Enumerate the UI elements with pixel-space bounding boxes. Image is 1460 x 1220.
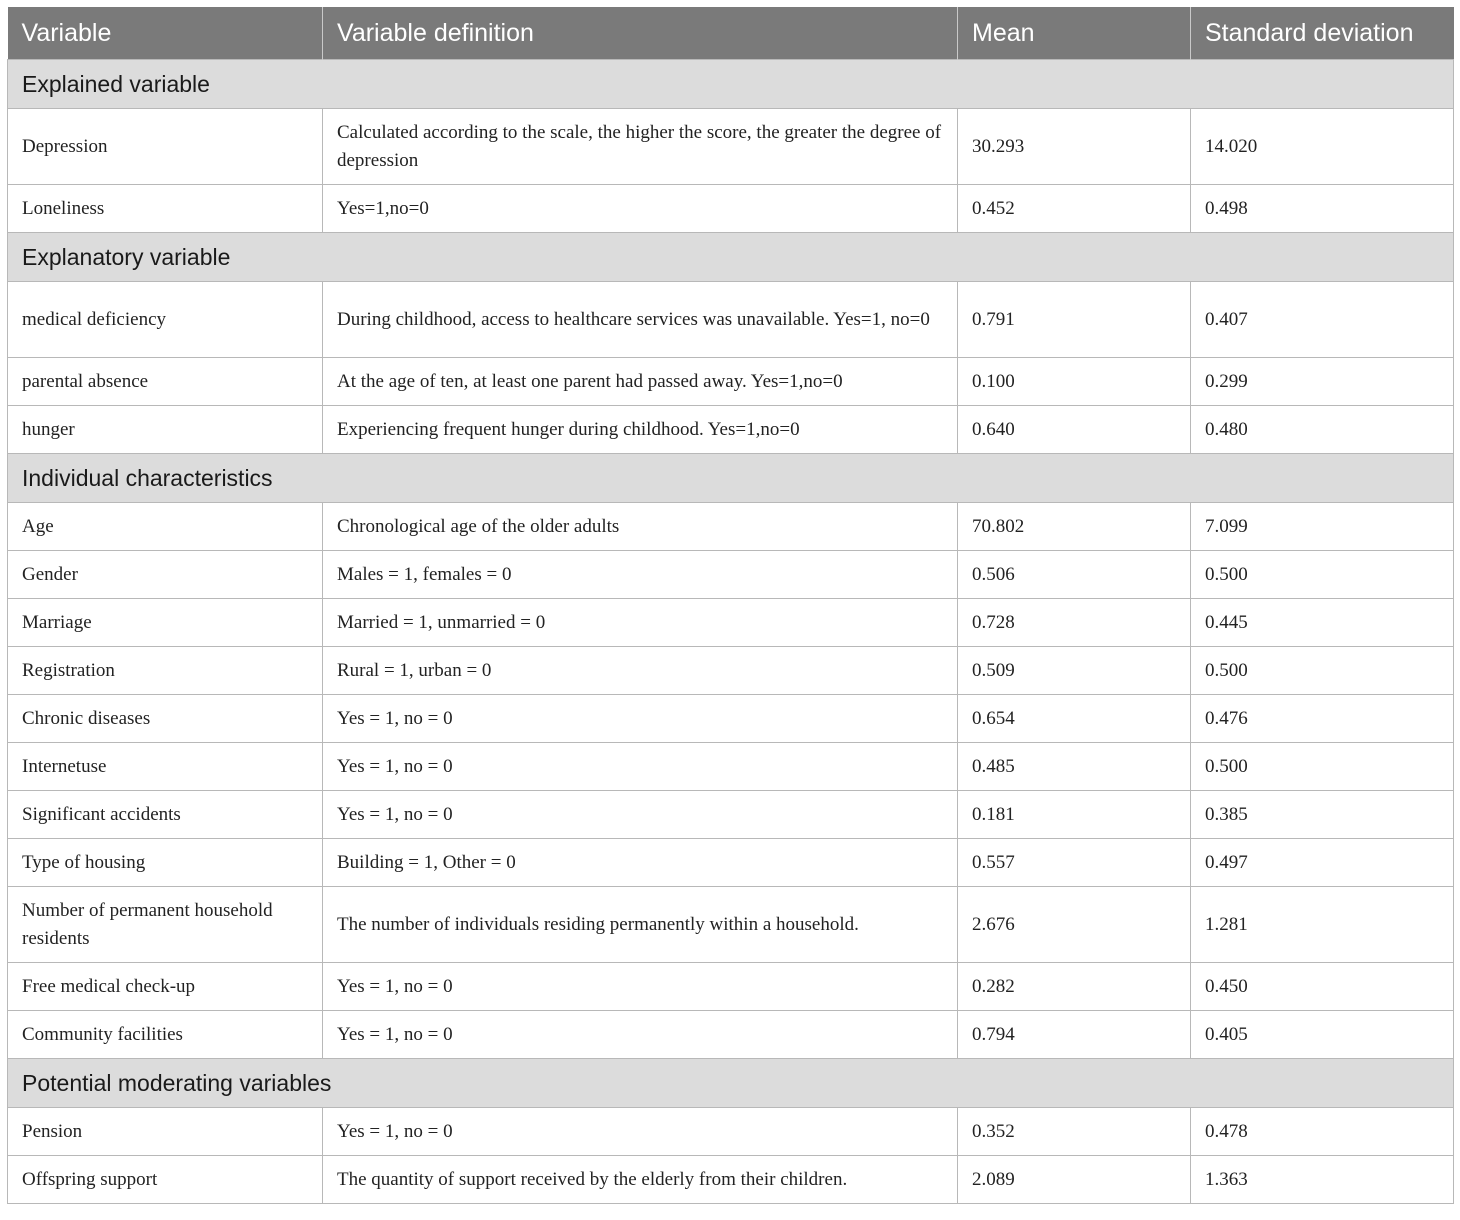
variable-cell: Registration: [8, 647, 323, 695]
mean-cell: 2.676: [958, 887, 1191, 963]
sd-cell: 0.500: [1191, 743, 1454, 791]
section-title: Explanatory variable: [8, 233, 1454, 282]
mean-cell: 0.282: [958, 963, 1191, 1011]
table-row: [8, 963, 1454, 1011]
variable-cell: Type of housing: [8, 839, 323, 887]
definition-cell: During childhood, access to healthcare services was unavailable. Yes=1, no=0: [323, 282, 958, 358]
mean-cell: 0.452: [958, 185, 1191, 233]
section-title: Explained variable: [8, 60, 1454, 109]
sd-cell: 0.497: [1191, 839, 1454, 887]
mean-cell: 2.089: [958, 1156, 1191, 1204]
sd-cell: 0.478: [1191, 1108, 1454, 1156]
mean-cell: 30.293: [958, 109, 1191, 185]
definition-cell: Males = 1, females = 0: [323, 551, 958, 599]
descriptive-statistics-table-container: [7, 7, 1453, 1204]
section-row-potential-moderating-variables: [8, 1059, 1454, 1108]
sd-cell: 1.281: [1191, 887, 1454, 963]
table-row: [8, 791, 1454, 839]
definition-cell: Building = 1, Other = 0: [323, 839, 958, 887]
sd-cell: 0.407: [1191, 282, 1454, 358]
header-mean: Mean: [958, 7, 1191, 60]
variable-cell: Free medical check-up: [8, 963, 323, 1011]
sd-cell: 0.480: [1191, 406, 1454, 454]
definition-cell: Yes = 1, no = 0: [323, 695, 958, 743]
mean-cell: 0.654: [958, 695, 1191, 743]
definition-cell: At the age of ten, at least one parent had passed away. Yes=1,no=0: [323, 358, 958, 406]
sd-cell: 7.099: [1191, 503, 1454, 551]
definition-cell: Calculated according to the scale, the higher the score, the greater the degree of depression: [323, 109, 958, 185]
definition-cell: Rural = 1, urban = 0: [323, 647, 958, 695]
variable-cell: Gender: [8, 551, 323, 599]
variable-cell: Depression: [8, 109, 323, 185]
variable-cell: Community facilities: [8, 1011, 323, 1059]
table-row: [8, 1108, 1454, 1156]
mean-cell: 70.802: [958, 503, 1191, 551]
table-row: [8, 647, 1454, 695]
variable-cell: Offspring support: [8, 1156, 323, 1204]
sd-cell: 0.299: [1191, 358, 1454, 406]
definition-cell: Experiencing frequent hunger during childhood. Yes=1,no=0: [323, 406, 958, 454]
header-standard-deviation: Standard deviation: [1191, 7, 1454, 60]
table-row: [8, 1156, 1454, 1204]
sd-cell: 0.405: [1191, 1011, 1454, 1059]
mean-cell: 0.485: [958, 743, 1191, 791]
definition-cell: Yes = 1, no = 0: [323, 791, 958, 839]
table-row: [8, 406, 1454, 454]
definition-cell: Yes = 1, no = 0: [323, 963, 958, 1011]
mean-cell: 0.181: [958, 791, 1191, 839]
sd-cell: 1.363: [1191, 1156, 1454, 1204]
definition-cell: Yes = 1, no = 0: [323, 1011, 958, 1059]
section-row-explanatory-variable: [8, 233, 1454, 282]
table-row: [8, 358, 1454, 406]
sd-cell: 0.385: [1191, 791, 1454, 839]
variable-cell: Internetuse: [8, 743, 323, 791]
table-row: [8, 695, 1454, 743]
definition-cell: Yes = 1, no = 0: [323, 743, 958, 791]
table-row: [8, 551, 1454, 599]
variable-cell: Chronic diseases: [8, 695, 323, 743]
mean-cell: 0.509: [958, 647, 1191, 695]
variable-cell: Significant accidents: [8, 791, 323, 839]
mean-cell: 0.794: [958, 1011, 1191, 1059]
table-row: [8, 282, 1454, 358]
header-variable: Variable: [8, 7, 323, 60]
variable-cell: hunger: [8, 406, 323, 454]
mean-cell: 0.506: [958, 551, 1191, 599]
definition-cell: The number of individuals residing permanently within a household.: [323, 887, 958, 963]
definition-cell: Married = 1, unmarried = 0: [323, 599, 958, 647]
sd-cell: 0.445: [1191, 599, 1454, 647]
variable-cell: parental absence: [8, 358, 323, 406]
sd-cell: 0.476: [1191, 695, 1454, 743]
mean-cell: 0.640: [958, 406, 1191, 454]
mean-cell: 0.352: [958, 1108, 1191, 1156]
definition-cell: Yes = 1, no = 0: [323, 1108, 958, 1156]
sd-cell: 0.450: [1191, 963, 1454, 1011]
section-row-explained-variable: [8, 60, 1454, 109]
table-row: [8, 503, 1454, 551]
section-title: Individual characteristics: [8, 454, 1454, 503]
table-row: [8, 887, 1454, 963]
sd-cell: 14.020: [1191, 109, 1454, 185]
mean-cell: 0.728: [958, 599, 1191, 647]
variable-cell: Number of permanent household residents: [8, 887, 323, 963]
mean-cell: 0.100: [958, 358, 1191, 406]
descriptive-statistics-table: [7, 7, 1454, 1204]
variable-cell: Pension: [8, 1108, 323, 1156]
table-row: [8, 599, 1454, 647]
variable-cell: medical deficiency: [8, 282, 323, 358]
table-row: [8, 839, 1454, 887]
sd-cell: 0.500: [1191, 551, 1454, 599]
table-row: [8, 1011, 1454, 1059]
mean-cell: 0.791: [958, 282, 1191, 358]
definition-cell: Yes=1,no=0: [323, 185, 958, 233]
mean-cell: 0.557: [958, 839, 1191, 887]
definition-cell: The quantity of support received by the elderly from their children.: [323, 1156, 958, 1204]
sd-cell: 0.498: [1191, 185, 1454, 233]
section-title: Potential moderating variables: [8, 1059, 1454, 1108]
table-row: [8, 185, 1454, 233]
header-variable-definition: Variable definition: [323, 7, 958, 60]
table-row: [8, 743, 1454, 791]
definition-cell: Chronological age of the older adults: [323, 503, 958, 551]
variable-cell: Age: [8, 503, 323, 551]
header-row: [8, 7, 1454, 60]
variable-cell: Marriage: [8, 599, 323, 647]
variable-cell: Loneliness: [8, 185, 323, 233]
table-row: [8, 109, 1454, 185]
sd-cell: 0.500: [1191, 647, 1454, 695]
section-row-individual-characteristics: [8, 454, 1454, 503]
